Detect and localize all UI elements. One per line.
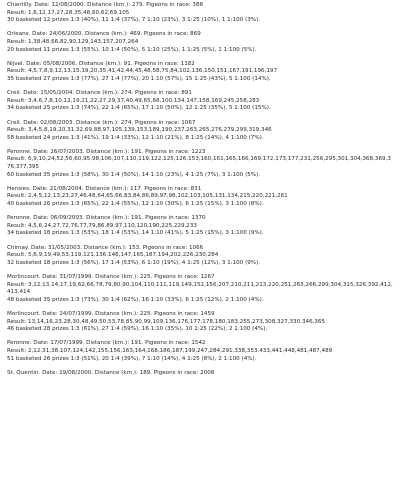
race-summary: 40 basketed 26 prizes 1:3 (65%), 22 1:4 (55%), 12 1:10 (30%), 6 1:25 (15%), 3 1:100 (8%).	[7, 201, 264, 208]
race-result: Result: 2,12,31,38,107,124,142,155,156,163,164,168,186,187,199,247,284,291,338,353,433,441,448,481,487,489	[7, 347, 333, 354]
race-summary: 34 basketed 25 prizes 1:3 (74%), 22 1:4 (65%), 17 1:10 (50%), 12 1:25 (35%), 5 1:100 (15%).	[7, 105, 271, 112]
race-result: Result: 5,6,9,19,49,53,119,121,136,146,147,165,187,194,202,226,230,284	[7, 252, 219, 259]
race-summary: 60 basketed 35 prizes 1:3 (58%), 30 1:4 (50%), 14 1:10 (23%), 4 1:25 (7%), 3 1:100 (5%).	[7, 171, 261, 178]
race-header: Morlincourt. Date: 31/07/1999. Distance (km.): 225. Pigeons in race: 1267	[7, 273, 215, 280]
race-header: Hensies. Date: 21/08/2004. Distance (km.): 117. Pigeons in race: 831	[7, 185, 202, 192]
race-result: Result: 4,5,7,8,9,12,13,15,19,20,35,41,42,44,45,48,58,75,84,102,136,150,151,167,191,196,197	[7, 68, 278, 75]
race-result: Result: 3,4,6,7,8,10,12,19,21,22,27,29,37,40,49,65,68,100,134,147,158,169,245,258,283	[7, 97, 260, 104]
race-header: Chimay. Date: 31/05/2003. Distance (km.): 153. Pigeons in race: 1066	[7, 244, 204, 251]
race-summary: 32 basketed 18 prizes 1:3 (56%), 17 1:4 (53%), 6 1:10 (19%), 4 1:25 (12%), 3 1:100 (9%).	[7, 259, 261, 266]
race-summary: 35 basketed 27 prizes 1:3 (77%), 27 1:4 (77%), 20 1:10 (57%), 15 1:25 (43%), 5 1:100 (14%).	[7, 75, 271, 82]
race-summary: 46 basketed 28 prizes 1:3 (61%), 27 1:4 (59%), 16 1:10 (35%), 10 1:25 (22%), 2 1:100 (4%).	[7, 326, 268, 333]
race-entry	[7, 274, 402, 304]
race-summary: 51 basketed 26 prizes 1:3 (51%), 20 1:4 (39%), 7 1:10 (14%), 4 1:25 (8%), 2 1:100 (4%).	[7, 355, 257, 362]
race-entry	[7, 340, 402, 363]
race-entry	[7, 31, 402, 54]
race-entry	[7, 149, 402, 179]
race-header: Nijvel. Date: 05/08/2006. Distance (km.): 91. Pigeons in race: 1182	[7, 60, 195, 67]
race-result: Result: 4,5,6,24,27,72,76,77,79,86,89,97,110,120,190,225,229,233	[7, 222, 197, 229]
race-summary: 30 basketed 12 prizes 1:3 (40%), 11 1:4 (37%), 7 1:10 (23%), 3 1:25 (10%), 1 1:100 (3%).	[7, 17, 261, 24]
race-header: Peronne. Date: 26/07/2003. Distance (km.): 191. Pigeons in race: 1223	[7, 148, 206, 155]
race-header: St. Quentin. Date: 19/08/2000. Distance (km.): 189. Pigeons in race: 2008	[7, 369, 215, 376]
race-header: Peronne. Date: 06/09/2003. Distance (km.): 191. Pigeons in race: 1370	[7, 215, 206, 222]
race-summary: 48 basketed 35 prizes 1:3 (73%), 30 1:4 (62%), 16 1:10 (33%), 6 1:25 (12%), 2 1:100 (4%).	[7, 296, 264, 303]
race-summary: 20 basketed 11 prizes 1:3 (55%), 10 1:4 (50%), 5 1:10 (25%), 1 1:25 (5%), 1 1:100 (5%).	[7, 46, 257, 53]
race-entry	[7, 2, 402, 25]
race-entry	[7, 311, 402, 334]
race-header: Creil. Date: 15/05/2004. Distance (km.): 274. Pigeons in race: 891	[7, 90, 192, 97]
race-header: Peronne. Date: 17/07/1999. Distance (km.): 191. Pigeons in race: 1542	[7, 340, 206, 347]
race-entry	[7, 215, 402, 238]
race-result: Result: 6,9,10,24,52,56,60,95,98,106,107,110,119,122,125,126,153,160,161,165,166,169,172,173,177,231,256,295,301,304,368,369,376,377,395	[7, 156, 391, 171]
race-result: Result: 2,4,5,12,13,23,27,46,48,64,65,66,83,84,86,89,97,98,102,103,105,131,134,215,220,221,261	[7, 193, 288, 200]
race-entry	[7, 90, 402, 113]
race-header: Morlincourt. Date: 24/07/1999. Distance (km.): 225. Pigeons in race: 1459	[7, 310, 215, 317]
race-header: Orleans. Date: 24/06/2000. Distance (km.): 469. Pigeons in race: 869	[7, 31, 201, 38]
race-summary: 58 basketed 24 prizes 1:3 (41%), 19 1:4 (33%), 12 1:10 (21%), 8 1:25 (14%), 4 1:100 (7%).	[7, 134, 264, 141]
race-entry	[7, 370, 402, 378]
race-header: Chantilly. Date: 12/08/2000. Distance (km.): 279. Pigeons in race: 388	[7, 2, 204, 8]
race-result: Result: 1,38,48,66,82,90,129,143,157,207,264	[7, 38, 139, 45]
race-result: Result: 1,6,12,17,27,28,35,48,60,62,69,105	[7, 9, 130, 16]
race-entry	[7, 186, 402, 209]
race-entry	[7, 61, 402, 84]
race-result: Result: 3,12,13,14,17,19,62,66,78,79,80,90,104,110,111,119,149,152,156,207,210,211,213,220,251,263,266,299,304,315,326,392,412,413,414	[7, 281, 393, 296]
race-entry	[7, 245, 402, 268]
race-result: Result: 3,4,5,8,19,20,31,32,69,88,97,105,139,153,189,190,237,263,265,276,279,299,319,346	[7, 127, 272, 134]
race-result: Result: 13,14,16,23,28,30,48,49,50,53,78,85,90,99,109,136,176,177,178,180,183,255,273,308,327,330,346,365	[7, 318, 326, 325]
race-summary: 34 basketed 18 prizes 1:3 (53%), 18 1:4 (53%), 14 1:10 (41%), 5 1:25 (15%), 3 1:100 (9%).	[7, 230, 264, 237]
race-header: Creil. Date: 02/08/2003. Distance (km.): 274. Pigeons in race: 1067	[7, 119, 196, 126]
race-entry	[7, 120, 402, 143]
